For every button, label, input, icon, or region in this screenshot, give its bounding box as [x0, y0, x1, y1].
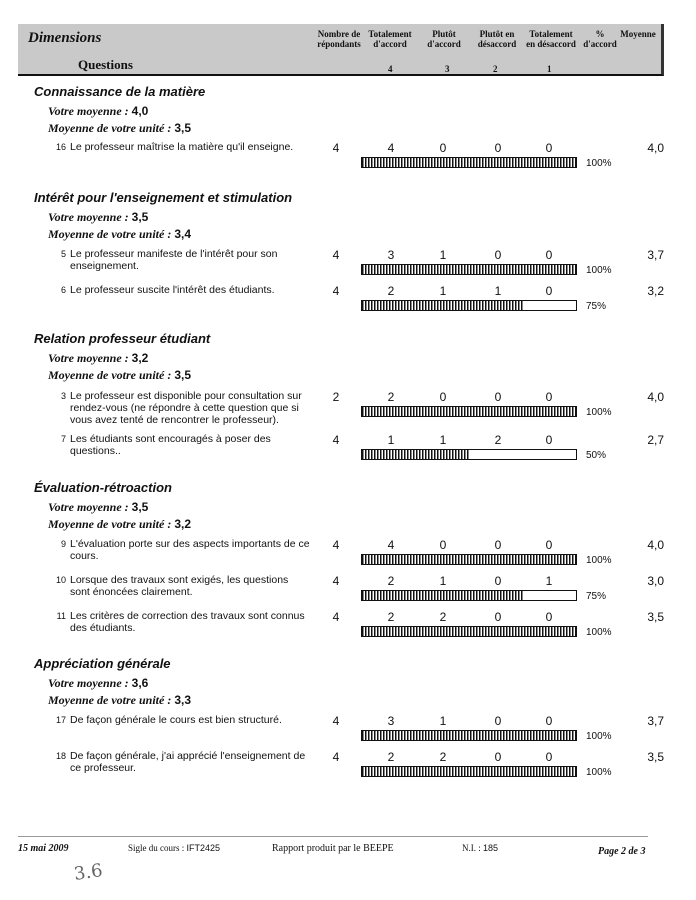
moyenne-unite	[48, 693, 191, 708]
agreement-bar	[361, 730, 577, 741]
moyenne-unite	[48, 121, 191, 136]
votre-moyenne-value: 4,0	[131, 104, 149, 118]
respondents-count: 4	[332, 714, 340, 728]
header-questions: Questions	[78, 57, 133, 72]
footer-divider	[18, 836, 648, 837]
question-number: 6	[60, 285, 66, 295]
question-number: 9	[60, 539, 66, 549]
count-plutot-desaccord: 0	[494, 714, 502, 728]
count-totalement-desaccord: 0	[545, 248, 553, 262]
moyenne-unite	[48, 517, 191, 532]
count-totalement-desaccord: 0	[545, 714, 553, 728]
count-totalement-accord: 1	[387, 433, 395, 447]
question-moyenne: 4,0	[647, 538, 664, 552]
count-plutot-accord: 1	[439, 714, 447, 728]
agreement-percent: 100%	[586, 555, 612, 566]
agreement-percent: 100%	[586, 627, 612, 638]
votre-moyenne-value: 3,5	[131, 210, 149, 224]
agreement-percent: 100%	[586, 407, 612, 418]
moyenne-unite-label: Moyenne de votre unité :	[48, 121, 172, 135]
section-title: Relation professeur étudiant	[34, 331, 211, 346]
agreement-bar-fill	[362, 265, 576, 274]
count-totalement-desaccord: 0	[545, 538, 553, 552]
table-header	[18, 24, 664, 76]
count-totalement-accord: 4	[387, 141, 395, 155]
agreement-percent: 100%	[586, 731, 612, 742]
question-text: Le professeur est disponible pour consultation sur rendez-vous (ne répondre à cette question que si vous avez tenté de rencontrer le professeur).	[70, 390, 302, 426]
count-plutot-accord: 0	[439, 538, 447, 552]
question-moyenne: 3,5	[647, 610, 664, 624]
agreement-percent: 100%	[586, 767, 612, 778]
agreement-bar	[361, 449, 577, 460]
agreement-bar-fill	[362, 450, 469, 459]
count-plutot-desaccord: 2	[494, 433, 502, 447]
respondents-count: 4	[332, 610, 340, 624]
agreement-percent: 75%	[586, 301, 607, 312]
footer-rapport: Rapport produit par le BEEPE	[272, 843, 394, 854]
question-text: De façon générale, j'ai apprécié l'enseignement de ce professeur.	[70, 750, 306, 774]
question-moyenne: 3,7	[647, 248, 664, 262]
question-moyenne: 3,7	[647, 714, 664, 728]
agreement-bar-fill	[362, 627, 576, 636]
header-col-respondents: Nombre de répondants	[317, 29, 361, 49]
agreement-bar	[361, 554, 577, 565]
agreement-bar-fill	[362, 158, 576, 167]
votre-moyenne-value: 3,6	[131, 676, 149, 690]
footer-date: 15 mai 2009	[18, 843, 69, 854]
count-plutot-accord: 1	[439, 284, 447, 298]
respondents-count: 4	[332, 284, 340, 298]
agreement-bar-fill	[362, 767, 576, 776]
respondents-count: 4	[332, 433, 340, 447]
section-title: Intérêt pour l'enseignement et stimulation	[34, 190, 293, 205]
count-plutot-desaccord: 0	[494, 750, 502, 764]
agreement-bar-fill	[362, 555, 576, 564]
count-totalement-desaccord: 0	[545, 433, 553, 447]
agreement-bar	[361, 300, 577, 311]
count-plutot-desaccord: 0	[494, 538, 502, 552]
count-plutot-desaccord: 0	[494, 574, 502, 588]
question-moyenne: 3,0	[647, 574, 664, 588]
header-col-plutot-desaccord: Plutôt en désaccord	[477, 29, 517, 49]
question-number: 18	[55, 751, 66, 761]
count-totalement-desaccord: 0	[545, 750, 553, 764]
moyenne-unite-label: Moyenne de votre unité :	[48, 693, 172, 707]
moyenne-unite-value: 3,4	[174, 227, 192, 241]
footer-ni-value: 185	[483, 843, 499, 853]
respondents-count: 2	[332, 390, 340, 404]
question-moyenne: 2,7	[647, 433, 664, 447]
count-plutot-desaccord: 0	[494, 248, 502, 262]
header-col-totalement-desaccord: Totalement en désaccord	[526, 29, 576, 49]
header-dimensions: Dimensions	[28, 30, 102, 46]
header-col-plutot-accord: Plutôt d'accord	[427, 29, 461, 49]
agreement-bar	[361, 157, 577, 168]
question-number: 5	[60, 249, 66, 259]
section-title: Appréciation générale	[34, 656, 171, 671]
respondents-count: 4	[332, 248, 340, 262]
count-totalement-desaccord: 0	[545, 284, 553, 298]
count-totalement-accord: 2	[387, 610, 395, 624]
count-plutot-accord: 1	[439, 574, 447, 588]
agreement-percent: 50%	[586, 450, 607, 461]
question-text: L'évaluation porte sur des aspects importants de ce cours.	[70, 538, 310, 562]
footer-sigle	[128, 843, 220, 853]
respondents-count: 4	[332, 538, 340, 552]
question-number: 17	[55, 715, 66, 725]
respondents-count: 4	[332, 574, 340, 588]
count-totalement-accord: 2	[387, 750, 395, 764]
agreement-bar-fill	[362, 591, 523, 600]
moyenne-unite	[48, 227, 191, 242]
header-num-4: 4	[388, 64, 393, 74]
agreement-bar	[361, 264, 577, 275]
header-col-pct-accord: % d'accord	[583, 29, 617, 49]
header-num-2: 2	[493, 64, 498, 74]
count-plutot-desaccord: 0	[494, 390, 502, 404]
agreement-percent: 100%	[586, 265, 612, 276]
agreement-bar	[361, 766, 577, 777]
count-totalement-accord: 4	[387, 538, 395, 552]
agreement-bar-fill	[362, 407, 576, 416]
question-text: Le professeur suscite l'intérêt des étudiants.	[70, 284, 275, 296]
votre-moyenne-label: Votre moyenne :	[48, 104, 129, 118]
section-title: Connaissance de la matière	[34, 84, 206, 99]
count-totalement-accord: 3	[387, 714, 395, 728]
count-plutot-accord: 1	[439, 433, 447, 447]
question-text: Le professeur maîtrise la matière qu'il enseigne.	[70, 141, 294, 153]
question-text: Les étudiants sont encouragés à poser des questions..	[70, 433, 271, 457]
votre-moyenne	[48, 351, 148, 366]
question-number: 3	[60, 391, 66, 401]
count-plutot-accord: 0	[439, 141, 447, 155]
votre-moyenne-label: Votre moyenne :	[48, 210, 129, 224]
footer-sigle-label: Sigle du cours :	[128, 843, 185, 853]
count-totalement-accord: 3	[387, 248, 395, 262]
moyenne-unite-label: Moyenne de votre unité :	[48, 227, 172, 241]
question-number: 11	[56, 611, 66, 621]
handwritten-note: 3.6	[72, 860, 104, 885]
header-col-totalement-accord: Totalement d'accord	[368, 29, 412, 49]
count-plutot-desaccord: 1	[494, 284, 502, 298]
footer-page-number: Page 2 de 3	[598, 846, 646, 857]
count-totalement-accord: 2	[387, 284, 395, 298]
count-totalement-accord: 2	[387, 390, 395, 404]
agreement-bar	[361, 626, 577, 637]
votre-moyenne-value: 3,2	[131, 351, 149, 365]
agreement-percent: 75%	[586, 591, 607, 602]
respondents-count: 4	[332, 750, 340, 764]
count-plutot-desaccord: 0	[494, 610, 502, 624]
count-plutot-accord: 0	[439, 390, 447, 404]
question-moyenne: 3,5	[647, 750, 664, 764]
votre-moyenne	[48, 676, 148, 691]
votre-moyenne-value: 3,5	[131, 500, 149, 514]
moyenne-unite-label: Moyenne de votre unité :	[48, 517, 172, 531]
votre-moyenne	[48, 210, 148, 225]
header-col-moyenne: Moyenne	[620, 29, 656, 39]
votre-moyenne	[48, 500, 148, 515]
moyenne-unite-label: Moyenne de votre unité :	[48, 368, 172, 382]
count-totalement-desaccord: 1	[545, 574, 553, 588]
moyenne-unite-value: 3,2	[174, 517, 192, 531]
agreement-percent: 100%	[586, 158, 612, 169]
votre-moyenne-label: Votre moyenne :	[48, 351, 129, 365]
footer-ni	[462, 843, 498, 853]
question-number: 16	[55, 142, 66, 152]
votre-moyenne-label: Votre moyenne :	[48, 676, 129, 690]
section-title: Évaluation-rétroaction	[34, 480, 172, 495]
count-totalement-desaccord: 0	[545, 610, 553, 624]
count-plutot-desaccord: 0	[494, 141, 502, 155]
question-text: De façon générale le cours est bien structuré.	[70, 714, 282, 726]
footer-sigle-value: IFT2425	[186, 843, 221, 853]
agreement-bar	[361, 590, 577, 601]
agreement-bar	[361, 406, 577, 417]
question-number: 10	[55, 575, 66, 585]
question-moyenne: 4,0	[647, 141, 664, 155]
agreement-bar-fill	[362, 301, 523, 310]
header-num-3: 3	[445, 64, 450, 74]
question-number: 7	[60, 434, 66, 444]
footer-ni-label: N.I. :	[462, 843, 481, 853]
count-totalement-accord: 2	[387, 574, 395, 588]
count-totalement-desaccord: 0	[545, 390, 553, 404]
count-plutot-accord: 2	[439, 610, 447, 624]
count-totalement-desaccord: 0	[545, 141, 553, 155]
count-plutot-accord: 2	[439, 750, 447, 764]
moyenne-unite-value: 3,3	[174, 693, 192, 707]
question-text: Lorsque des travaux sont exigés, les questions sont énoncées clairement.	[70, 574, 289, 598]
respondents-count: 4	[332, 141, 340, 155]
header-num-1: 1	[547, 64, 552, 74]
votre-moyenne	[48, 104, 148, 119]
moyenne-unite-value: 3,5	[174, 368, 192, 382]
question-moyenne: 4,0	[647, 390, 664, 404]
question-text: Les critères de correction des travaux sont connus des étudiants.	[70, 610, 305, 634]
moyenne-unite	[48, 368, 191, 383]
votre-moyenne-label: Votre moyenne :	[48, 500, 129, 514]
agreement-bar-fill	[362, 731, 576, 740]
question-moyenne: 3,2	[647, 284, 664, 298]
question-text: Le professeur manifeste de l'intérêt pour son enseignement.	[70, 248, 278, 272]
count-plutot-accord: 1	[439, 248, 447, 262]
moyenne-unite-value: 3,5	[174, 121, 192, 135]
